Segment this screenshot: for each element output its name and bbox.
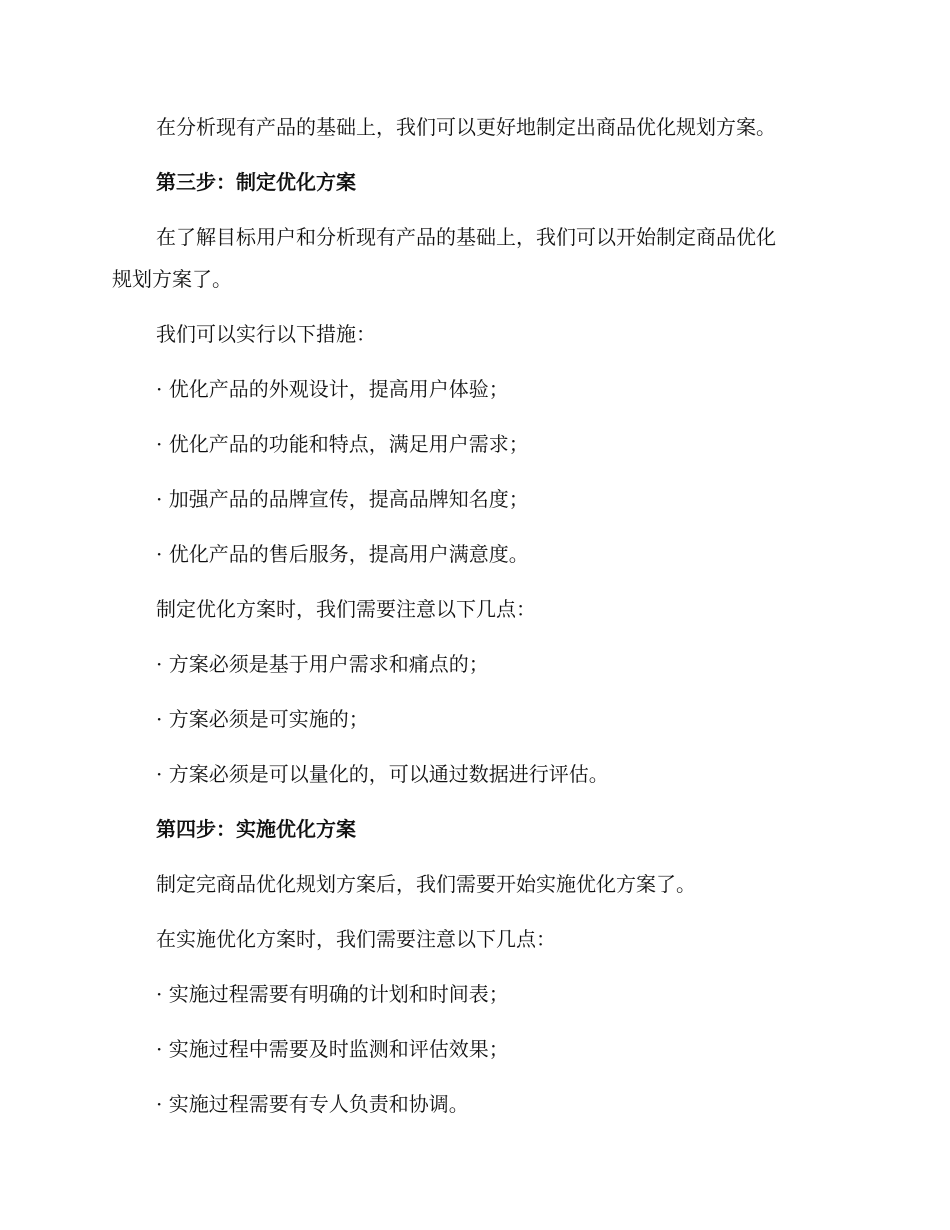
list-item-measure: · 优化产品的功能和特点，满足用户需求； — [156, 432, 529, 456]
paragraph-intro: 在分析现有产品的基础上，我们可以更好地制定出商品优化规划方案。 — [156, 115, 776, 139]
paragraph-step-three-line-1: 在了解目标用户和分析现有产品的基础上，我们可以开始制定商品优化 — [156, 225, 776, 249]
list-item-point: · 方案必须是基于用户需求和痛点的； — [156, 652, 489, 676]
paragraph-points-intro: 制定优化方案时，我们需要注意以下几点： — [156, 597, 536, 621]
paragraph-step-three-line-2: 规划方案了。 — [112, 267, 232, 291]
heading-step-four: 第四步：实施优化方案 — [156, 817, 356, 841]
list-item-measure: · 优化产品的售后服务，提高用户满意度。 — [156, 542, 529, 566]
list-item-point: · 方案必须是可以量化的，可以通过数据进行评估。 — [156, 762, 609, 786]
paragraph-measures-intro: 我们可以实行以下措施： — [156, 322, 376, 346]
paragraph-impl-intro: 在实施优化方案时，我们需要注意以下几点： — [156, 927, 556, 951]
list-item-implementation: · 实施过程需要有专人负责和协调。 — [156, 1092, 469, 1116]
list-item-point: · 方案必须是可实施的； — [156, 707, 369, 731]
list-item-implementation: · 实施过程中需要及时监测和评估效果； — [156, 1037, 509, 1061]
heading-step-three: 第三步：制定优化方案 — [156, 170, 356, 194]
list-item-measure: · 加强产品的品牌宣传，提高品牌知名度； — [156, 487, 529, 511]
paragraph-step-four: 制定完商品优化规划方案后，我们需要开始实施优化方案了。 — [156, 872, 696, 896]
list-item-measure: · 优化产品的外观设计，提高用户体验； — [156, 377, 509, 401]
list-item-implementation: · 实施过程需要有明确的计划和时间表； — [156, 982, 509, 1006]
